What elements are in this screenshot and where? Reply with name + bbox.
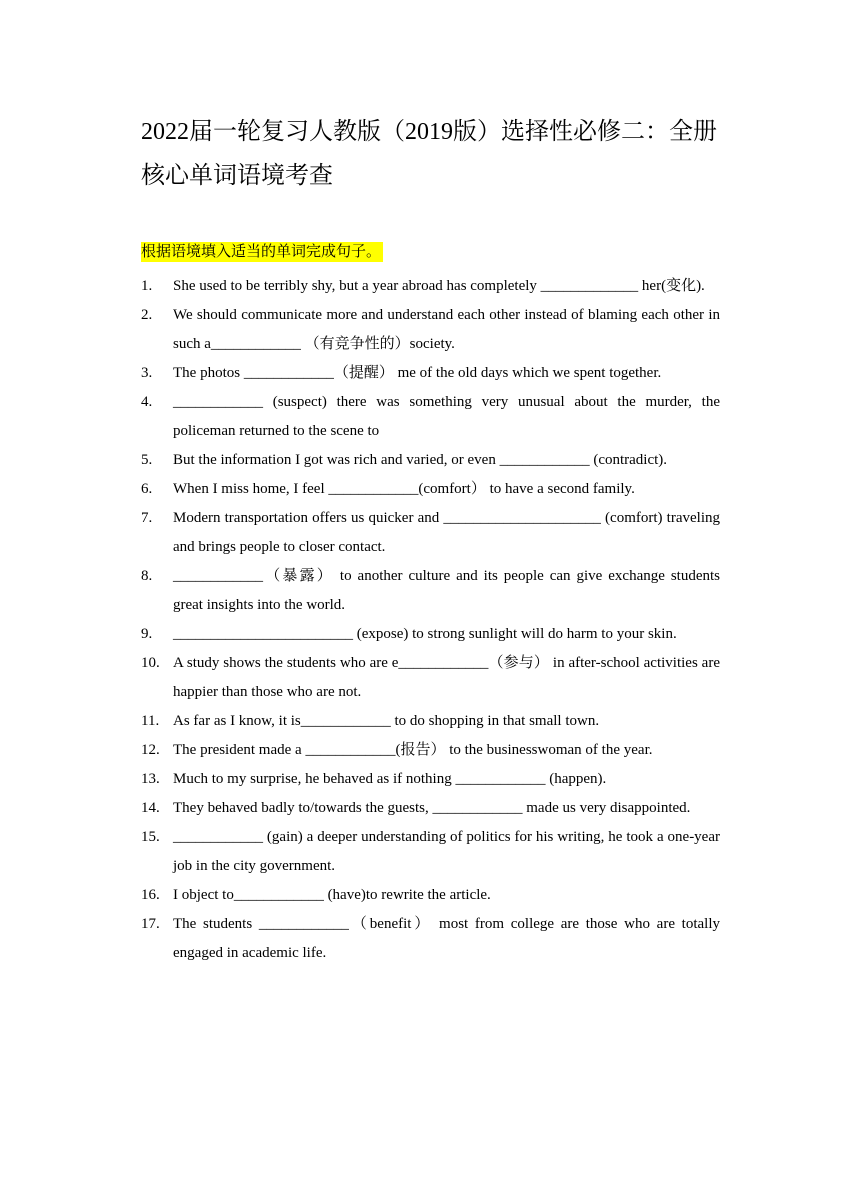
question-item: [141, 765, 720, 794]
question-text: ____________ (gain) a deeper understanding of politics for his writing, he took a one-year job in the city government.: [173, 829, 720, 874]
question-number: 12.: [141, 742, 160, 758]
question-text: When I miss home, I feel ____________(comfort） to have a second family.: [173, 481, 635, 497]
question-number: 8.: [141, 568, 153, 584]
question-number: 11.: [141, 713, 160, 729]
question-item: [141, 620, 720, 649]
question-text: As far as I know, it is____________ to do shopping in that small town.: [173, 713, 600, 729]
question-number: 3.: [141, 365, 153, 381]
question-item: [141, 446, 720, 475]
question-number: 17.: [141, 916, 160, 932]
question-item: [141, 562, 720, 620]
instruction-highlight: 根据语境填入适当的单词完成句子。: [141, 244, 382, 260]
question-text: I object to____________ (have)to rewrite the article.: [173, 887, 491, 903]
question-item: [141, 388, 720, 446]
question-item: [141, 707, 720, 736]
question-text: She used to be terribly shy, but a year abroad has completely _____________ her(变化).: [173, 278, 705, 294]
question-text: ____________ (suspect) there was something very unusual about the murder, the policeman returned to the scene to: [173, 394, 720, 439]
question-number: 2.: [141, 307, 153, 323]
question-item: [141, 359, 720, 388]
question-item: [141, 301, 720, 359]
question-item: [141, 881, 720, 910]
question-number: 14.: [141, 800, 160, 816]
question-text: The president made a ____________(报告） to the businesswoman of the year.: [173, 742, 653, 758]
question-list: [141, 272, 720, 968]
question-number: 1.: [141, 278, 153, 294]
question-text: A study shows the students who are e____________（参与） in after-school activities are happier than those who are not.: [173, 655, 720, 700]
question-text: The students ____________（benefit） most from college are those who are totally engaged in academic life.: [173, 916, 720, 961]
question-number: 15.: [141, 829, 160, 845]
question-item: [141, 736, 720, 765]
question-number: 5.: [141, 452, 153, 468]
question-item: [141, 649, 720, 707]
question-number: 13.: [141, 771, 160, 787]
question-item: [141, 504, 720, 562]
question-text: ________________________ (expose) to strong sunlight will do harm to your skin.: [173, 626, 677, 642]
question-number: 6.: [141, 481, 153, 497]
question-number: 9.: [141, 626, 153, 642]
question-item: [141, 272, 720, 301]
question-text: The photos ____________（提醒） me of the old days which we spent together.: [173, 365, 662, 381]
question-item: [141, 475, 720, 504]
question-text: ____________（暴露） to another culture and its people can give exchange students great insights into the world.: [173, 568, 720, 613]
question-text: We should communicate more and understand each other instead of blaming each other in such a____________ （有竞争性的）society.: [173, 307, 720, 352]
question-number: 4.: [141, 394, 153, 410]
question-item: [141, 794, 720, 823]
question-number: 16.: [141, 887, 160, 903]
question-text: Much to my surprise, he behaved as if nothing ____________ (happen).: [173, 771, 607, 787]
question-item: [141, 910, 720, 968]
question-text: They behaved badly to/towards the guests, ____________ made us very disappointed.: [173, 800, 691, 816]
question-number: 10.: [141, 655, 160, 671]
question-text: But the information I got was rich and varied, or even ____________ (contradict).: [173, 452, 668, 468]
question-text: Modern transportation offers us quicker and _____________________ (comfort) traveling and brings people to closer contact.: [173, 510, 720, 555]
document-title: 2022届一轮复习人教版（2019版）选择性必修二：全册核心单词语境考查: [141, 119, 717, 189]
question-item: [141, 823, 720, 881]
question-number: 7.: [141, 510, 153, 526]
